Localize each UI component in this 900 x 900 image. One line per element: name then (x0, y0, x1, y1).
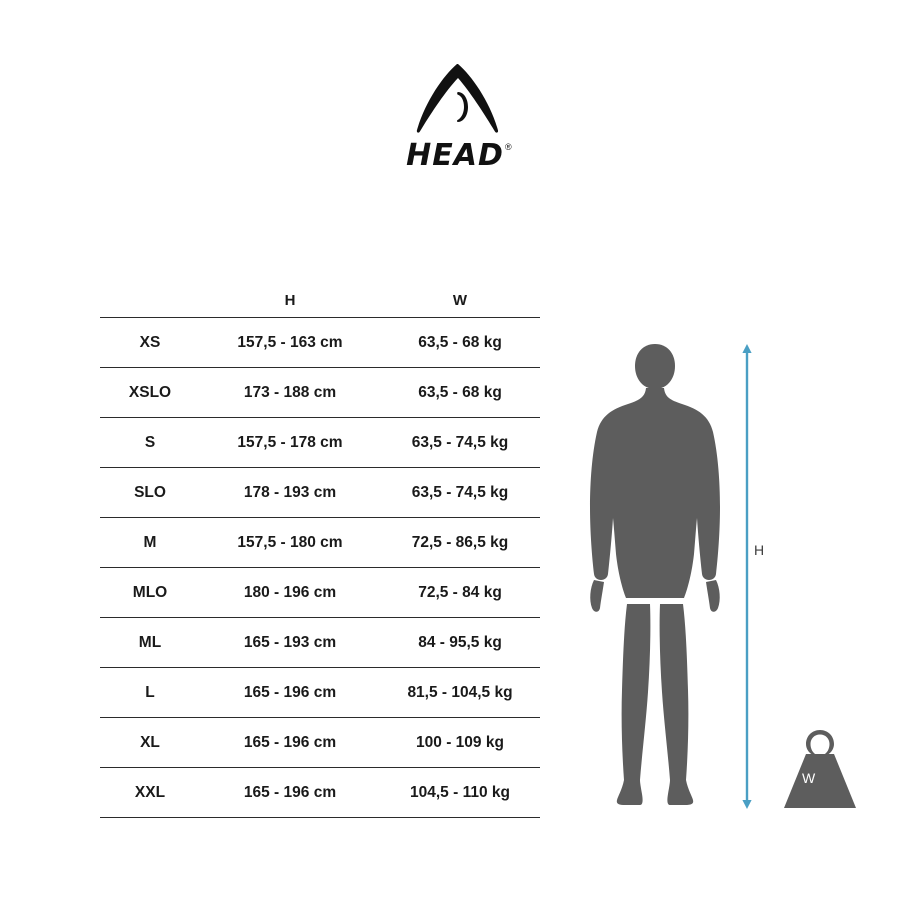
table-header-row (100, 283, 540, 318)
column-header-weight: W (452, 291, 468, 309)
cell-size: M (143, 533, 157, 551)
double-headed-vertical-arrow-icon (740, 344, 754, 814)
cell-height: 180 - 196 cm (243, 583, 337, 601)
cell-height: 157,5 - 163 cm (237, 333, 343, 351)
cell-weight: 63,5 - 68 kg (418, 333, 502, 351)
cell-height: 157,5 - 178 cm (237, 433, 343, 451)
human-silhouette-icon (570, 342, 740, 812)
table-row (100, 468, 540, 518)
table-row (100, 418, 540, 468)
table-row (100, 768, 540, 818)
head-swoosh-icon (413, 62, 503, 134)
table-row (100, 668, 540, 718)
measurement-diagram (560, 330, 880, 830)
cell-size: XXL (134, 783, 166, 801)
cell-height: 178 - 193 cm (243, 483, 337, 501)
table-row (100, 618, 540, 668)
cell-height: 165 - 196 cm (243, 733, 337, 751)
cell-weight: 84 - 95,5 kg (418, 633, 502, 651)
brand-logo (385, 62, 525, 177)
column-header-height: H (284, 291, 296, 309)
table-row (100, 318, 540, 368)
table-row (100, 718, 540, 768)
cell-size: L (145, 683, 155, 701)
table-row (100, 568, 540, 618)
cell-weight: 72,5 - 86,5 kg (411, 533, 509, 551)
weight-block-icon (776, 728, 864, 815)
cell-size: XSLO (128, 383, 172, 401)
cell-height: 165 - 196 cm (243, 783, 337, 801)
cell-weight: 100 - 109 kg (416, 733, 504, 751)
table-body (100, 318, 540, 818)
cell-size: S (144, 433, 156, 451)
cell-weight: 63,5 - 68 kg (418, 383, 502, 401)
cell-size: MLO (132, 583, 168, 601)
cell-size: SLO (134, 483, 166, 501)
registered-mark: ® (505, 142, 512, 152)
weight-label: W (802, 770, 816, 786)
cell-height: 157,5 - 180 cm (237, 533, 343, 551)
cell-weight: 72,5 - 84 kg (418, 583, 502, 601)
cell-height: 173 - 188 cm (243, 383, 337, 401)
size-chart-table (100, 283, 540, 818)
cell-size: XS (139, 333, 161, 351)
table-row (100, 518, 540, 568)
cell-weight: 63,5 - 74,5 kg (411, 433, 509, 451)
cell-height: 165 - 193 cm (243, 633, 337, 651)
height-label: H (754, 542, 765, 558)
cell-size: ML (138, 633, 162, 651)
table-row (100, 368, 540, 418)
column-header-size (100, 283, 200, 318)
cell-height: 165 - 196 cm (243, 683, 337, 701)
cell-weight: 104,5 - 110 kg (410, 783, 510, 801)
brand-wordmark: HEAD (406, 138, 504, 173)
cell-size: XL (140, 733, 160, 751)
table-header (100, 283, 540, 318)
cell-weight: 81,5 - 104,5 kg (407, 683, 513, 701)
cell-weight: 63,5 - 74,5 kg (411, 483, 509, 501)
